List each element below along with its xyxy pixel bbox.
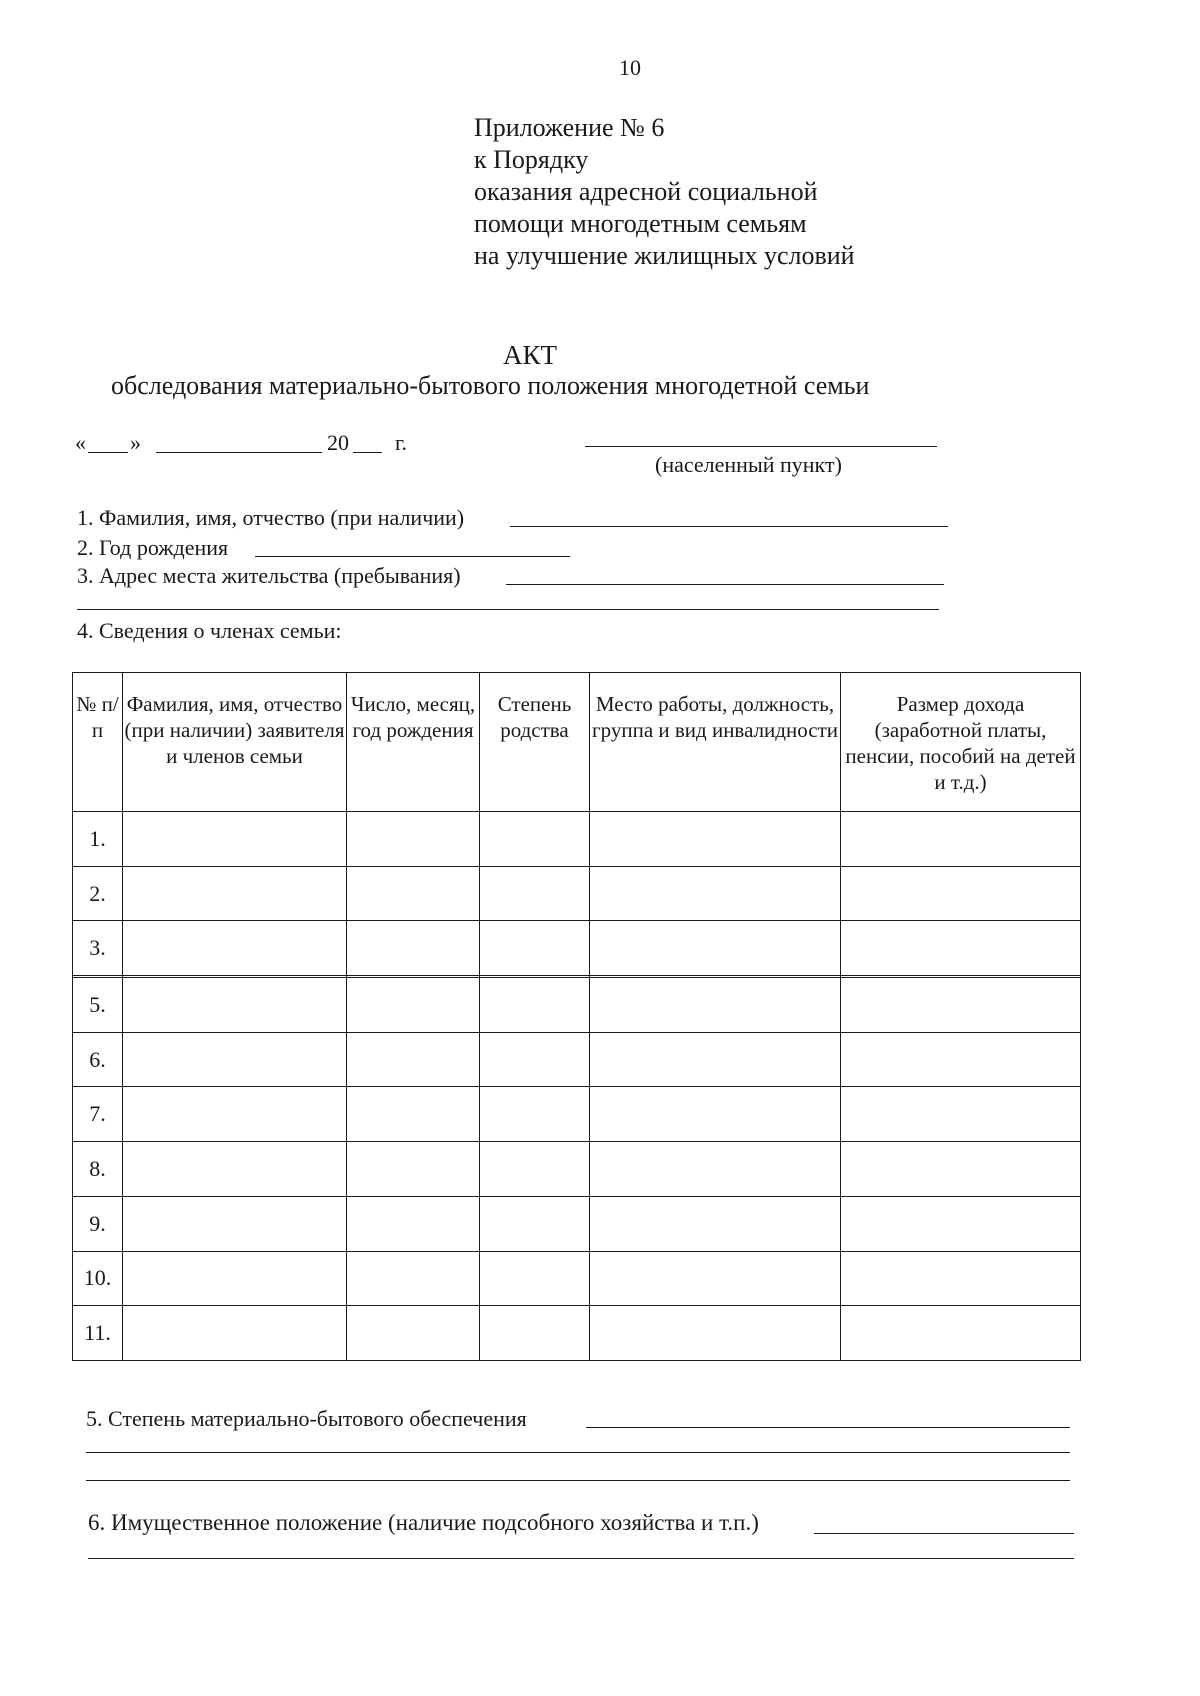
full-name-cell[interactable] — [123, 866, 347, 921]
birth-year-label: 2. Год рождения — [77, 535, 229, 560]
column-header-number: № п/п — [73, 673, 123, 812]
material-status-blank[interactable] — [586, 1427, 1070, 1428]
appendix-line: на улучшение жилищных условий — [474, 241, 855, 270]
table-row — [73, 1306, 1081, 1361]
table-header-row — [73, 673, 1081, 812]
work-cell[interactable] — [590, 1196, 841, 1251]
row-number: 2. — [73, 866, 123, 921]
full-name-blank[interactable] — [510, 526, 948, 527]
birth-date-cell[interactable] — [347, 921, 480, 976]
act-title: АКТ — [503, 340, 557, 370]
year-prefix: 20 — [327, 430, 349, 455]
income-cell[interactable] — [841, 921, 1081, 976]
table-row — [73, 1032, 1081, 1087]
full-name-cell[interactable] — [123, 1196, 347, 1251]
birth-year-blank[interactable] — [255, 556, 570, 557]
full-name-cell[interactable] — [123, 978, 347, 1033]
column-header-birth-date: Число, месяц, год рождения — [347, 673, 480, 812]
work-cell[interactable] — [590, 921, 841, 976]
appendix-line: оказания адресной социальной — [474, 177, 818, 206]
full-name-cell[interactable] — [123, 1306, 347, 1361]
full-name-cell[interactable] — [123, 1251, 347, 1306]
address-label: 3. Адрес места жительства (пребывания) — [77, 563, 461, 588]
birth-date-cell[interactable] — [347, 978, 480, 1033]
relation-cell[interactable] — [480, 978, 590, 1033]
row-number: 10. — [73, 1251, 123, 1306]
relation-cell[interactable] — [480, 1087, 590, 1142]
year-suffix: г. — [395, 430, 408, 455]
address-blank-2[interactable] — [77, 609, 939, 610]
table-row — [73, 1196, 1081, 1251]
birth-date-cell[interactable] — [347, 1032, 480, 1087]
work-cell[interactable] — [590, 1087, 841, 1142]
property-status-blank-2[interactable] — [88, 1558, 1074, 1559]
work-cell[interactable] — [590, 1142, 841, 1197]
address-blank[interactable] — [506, 584, 944, 585]
income-cell[interactable] — [841, 1087, 1081, 1142]
birth-date-cell[interactable] — [347, 1087, 480, 1142]
appendix-line: к Порядку — [474, 145, 589, 174]
full-name-label: 1. Фамилия, имя, отчество (при наличии) — [77, 505, 465, 530]
table-row — [73, 866, 1081, 921]
relation-cell[interactable] — [480, 1306, 590, 1361]
row-number: 8. — [73, 1142, 123, 1197]
income-cell[interactable] — [841, 1142, 1081, 1197]
material-status-blank-2[interactable] — [86, 1452, 1070, 1453]
full-name-cell[interactable] — [123, 1142, 347, 1197]
birth-date-cell[interactable] — [347, 1251, 480, 1306]
place-caption: (населенный пункт) — [655, 452, 842, 477]
column-header-full-name: Фамилия, имя, отчество (при наличии) заявителя и членов семьи — [123, 673, 347, 812]
work-cell[interactable] — [590, 812, 841, 867]
income-cell[interactable] — [841, 1196, 1081, 1251]
relation-cell[interactable] — [480, 866, 590, 921]
birth-date-cell[interactable] — [347, 1142, 480, 1197]
row-number: 3. — [73, 921, 123, 976]
page-number: 10 — [619, 55, 641, 80]
relation-cell[interactable] — [480, 1142, 590, 1197]
relation-cell[interactable] — [480, 1032, 590, 1087]
work-cell[interactable] — [590, 1032, 841, 1087]
birth-date-cell[interactable] — [347, 866, 480, 921]
appendix-line: помощи многодетным семьям — [474, 209, 807, 238]
month-blank[interactable] — [156, 452, 322, 453]
birth-date-cell[interactable] — [347, 1196, 480, 1251]
property-status-blank[interactable] — [814, 1533, 1074, 1534]
table-row — [73, 1087, 1081, 1142]
material-status-label: 5. Степень материально-бытового обеспечения — [86, 1406, 527, 1431]
relation-cell[interactable] — [480, 1196, 590, 1251]
relation-cell[interactable] — [480, 1251, 590, 1306]
table-row — [73, 1251, 1081, 1306]
column-header-relation: Степень родства — [480, 673, 590, 812]
income-cell[interactable] — [841, 1251, 1081, 1306]
work-cell[interactable] — [590, 1251, 841, 1306]
birth-date-cell[interactable] — [347, 1306, 480, 1361]
row-number: 9. — [73, 1196, 123, 1251]
year-blank[interactable] — [353, 452, 382, 453]
income-cell[interactable] — [841, 1032, 1081, 1087]
row-number: 1. — [73, 812, 123, 867]
work-cell[interactable] — [590, 1306, 841, 1361]
income-cell[interactable] — [841, 812, 1081, 867]
date-open-quote: « — [75, 430, 86, 455]
row-number: 5. — [73, 978, 123, 1033]
family-members-table — [72, 672, 1081, 1361]
income-cell[interactable] — [841, 1306, 1081, 1361]
relation-cell[interactable] — [480, 921, 590, 976]
row-number: 7. — [73, 1087, 123, 1142]
date-close-quote: » — [130, 430, 141, 455]
row-number: 11. — [73, 1306, 123, 1361]
table-row — [73, 978, 1081, 1033]
day-blank[interactable] — [88, 452, 128, 453]
property-status-label: 6. Имущественное положение (наличие подсобного хозяйства и т.п.) — [88, 1510, 759, 1535]
place-blank[interactable] — [585, 446, 937, 447]
birth-date-cell[interactable] — [347, 812, 480, 867]
income-cell[interactable] — [841, 978, 1081, 1033]
column-header-work: Место работы, должность, группа и вид инвалидности — [590, 673, 841, 812]
appendix-block — [474, 112, 855, 272]
column-header-income: Размер дохода (заработной платы, пенсии, пособий на детей и т.д.) — [841, 673, 1081, 812]
table-row — [73, 921, 1081, 976]
full-name-cell[interactable] — [123, 812, 347, 867]
full-name-cell[interactable] — [123, 921, 347, 976]
appendix-line: Приложение № 6 — [474, 113, 665, 142]
full-name-cell[interactable] — [123, 1032, 347, 1087]
work-cell[interactable] — [590, 866, 841, 921]
work-cell[interactable] — [590, 978, 841, 1033]
relation-cell[interactable] — [480, 812, 590, 867]
income-cell[interactable] — [841, 866, 1081, 921]
table-row — [73, 812, 1081, 867]
row-number: 6. — [73, 1032, 123, 1087]
act-subtitle: обследования материально-бытового положения многодетной семьи — [111, 371, 870, 400]
family-members-label: 4. Сведения о членах семьи: — [77, 618, 342, 643]
material-status-blank-3[interactable] — [86, 1480, 1070, 1481]
table-row — [73, 1142, 1081, 1197]
full-name-cell[interactable] — [123, 1087, 347, 1142]
